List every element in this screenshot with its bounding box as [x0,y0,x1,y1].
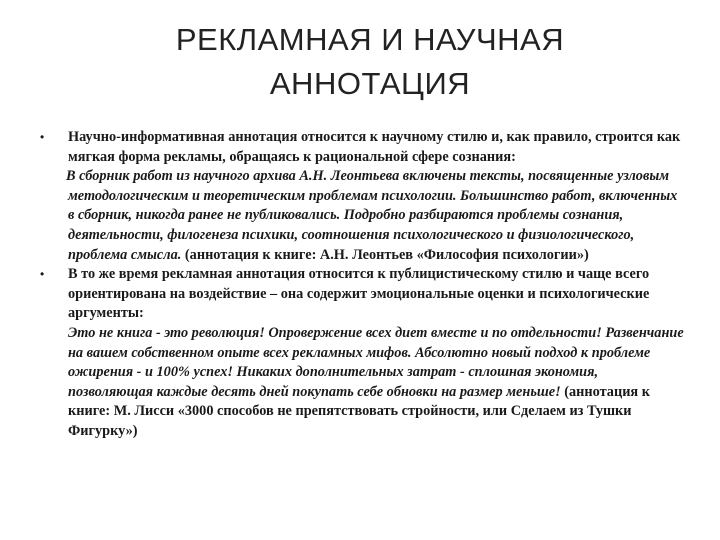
example-scientific-source: (аннотация к книге: А.Н. Леонтьев «Философия психологии») [181,246,589,263]
bullet-text-advertising: В то же время рекламная аннотация относится к публицистическому стилю и чаще всего ориентирована на воздействие – она содержит эмоциональные оценки и психологические аргументы: [68,266,650,322]
bullet-item-scientific [40,128,685,167]
slide-body [40,128,685,442]
bullet-marker: • [40,130,45,144]
slide-title-line-2: АННОТАЦИЯ [269,66,471,101]
example-advertising [40,324,685,442]
example-scientific [40,167,685,265]
example-advertising-source: (аннотация к книге: М. Лисси «3000 способов не препятствовать стройности, или Сделаем из Тушки Фигурку») [68,383,650,439]
bullet-marker: • [40,267,45,282]
example-advertising-quote: Это не книга - это революция! Опровержение всех диет вместе и по отдельности! Развенчание на вашем собственном опыте всех рекламных мифов. Абсолютно новый подход к проблеме ожирения - и 100% успех! Никаких дополнительных затрат - сплошная экономия, позволяющая каждые десять дней покупать себе обновки на размер меньше! [68,324,684,400]
bullet-item-advertising [40,265,685,324]
slide-title [60,18,680,106]
bullet-text-scientific: Научно-информативная аннотация относится к научному стилю и, как правило, строится как мягкая форма рекламы, обращаясь к рациональной сфере сознания: [68,129,681,165]
example-scientific-quote: В сборник работ из научного архива А.Н. Леонтьева включены тексты, посвященные узловым методологическим и теоретическим проблемам психологии. Большинство работ, включенных в сборник, никогда ранее не публиковались. Подробно разбираются проблемы сознания, деятельности, филогенеза психики, соотношения психологического и физиологического, проблема смысла. [66,168,678,263]
slide-title-line-1: РЕКЛАМНАЯ И НАУЧНАЯ [175,22,565,57]
